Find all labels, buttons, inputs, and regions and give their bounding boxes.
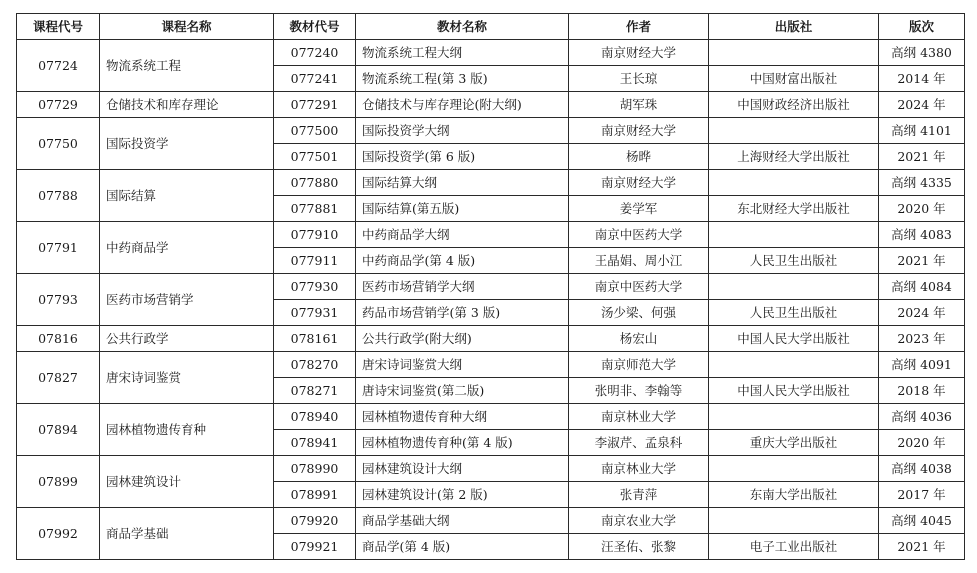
book-name-cell: 仓储技术与库存理论(附大纲) <box>356 92 569 118</box>
publisher-cell <box>709 170 879 196</box>
book-name-cell: 药品市场营销学(第 3 版) <box>356 300 569 326</box>
table-body <box>17 40 965 560</box>
author-cell: 南京财经大学 <box>569 40 709 66</box>
author-cell: 李淑芹、孟泉科 <box>569 430 709 456</box>
course-name-cell: 医药市场营销学 <box>100 274 274 326</box>
course-code-cell: 07724 <box>17 40 100 92</box>
table-row <box>17 508 965 534</box>
course-code-cell: 07729 <box>17 92 100 118</box>
table-row <box>17 352 965 378</box>
author-cell: 汤少梁、何强 <box>569 300 709 326</box>
course-code-cell: 07992 <box>17 508 100 560</box>
book-code-cell: 078271 <box>274 378 356 404</box>
textbook-table-container <box>16 13 964 560</box>
header-book-code: 教材代号 <box>274 14 356 40</box>
book-name-cell: 园林建筑设计大纲 <box>356 456 569 482</box>
book-code-cell: 078941 <box>274 430 356 456</box>
book-code-cell: 077930 <box>274 274 356 300</box>
course-name-cell: 园林植物遗传育种 <box>100 404 274 456</box>
publisher-cell <box>709 274 879 300</box>
table-row <box>17 456 965 482</box>
book-name-cell: 园林植物遗传育种大纲 <box>356 404 569 430</box>
publisher-cell: 人民卫生出版社 <box>709 248 879 274</box>
author-cell: 南京师范大学 <box>569 352 709 378</box>
publisher-cell <box>709 352 879 378</box>
author-cell: 胡军珠 <box>569 92 709 118</box>
publisher-cell: 中国财政经济出版社 <box>709 92 879 118</box>
author-cell: 南京林业大学 <box>569 404 709 430</box>
course-name-cell: 公共行政学 <box>100 326 274 352</box>
book-code-cell: 079920 <box>274 508 356 534</box>
author-cell: 杨宏山 <box>569 326 709 352</box>
edition-cell: 高纲 4084 <box>879 274 965 300</box>
book-code-cell: 078991 <box>274 482 356 508</box>
edition-cell: 高纲 4083 <box>879 222 965 248</box>
publisher-cell: 人民卫生出版社 <box>709 300 879 326</box>
publisher-cell <box>709 456 879 482</box>
table-row <box>17 40 965 66</box>
textbook-table <box>16 13 965 560</box>
publisher-cell: 东北财经大学出版社 <box>709 196 879 222</box>
header-book-name: 教材名称 <box>356 14 569 40</box>
book-name-cell: 国际投资学大纲 <box>356 118 569 144</box>
author-cell: 南京农业大学 <box>569 508 709 534</box>
table-row <box>17 222 965 248</box>
author-cell: 王晶娟、周小江 <box>569 248 709 274</box>
edition-cell: 高纲 4038 <box>879 456 965 482</box>
table-row <box>17 118 965 144</box>
edition-cell: 2018 年 <box>879 378 965 404</box>
edition-cell: 2021 年 <box>879 534 965 560</box>
table-header-row <box>17 14 965 40</box>
book-code-cell: 077241 <box>274 66 356 92</box>
course-code-cell: 07750 <box>17 118 100 170</box>
book-name-cell: 商品学基础大纲 <box>356 508 569 534</box>
header-author: 作者 <box>569 14 709 40</box>
author-cell: 南京财经大学 <box>569 118 709 144</box>
book-code-cell: 077881 <box>274 196 356 222</box>
course-code-cell: 07899 <box>17 456 100 508</box>
book-name-cell: 公共行政学(附大纲) <box>356 326 569 352</box>
book-code-cell: 077291 <box>274 92 356 118</box>
publisher-cell: 中国人民大学出版社 <box>709 378 879 404</box>
edition-cell: 高纲 4101 <box>879 118 965 144</box>
table-row <box>17 274 965 300</box>
course-name-cell: 国际结算 <box>100 170 274 222</box>
book-name-cell: 国际结算大纲 <box>356 170 569 196</box>
publisher-cell <box>709 404 879 430</box>
edition-cell: 高纲 4380 <box>879 40 965 66</box>
book-code-cell: 078161 <box>274 326 356 352</box>
author-cell: 汪圣佑、张黎 <box>569 534 709 560</box>
publisher-cell: 重庆大学出版社 <box>709 430 879 456</box>
course-name-cell: 仓储技术和库存理论 <box>100 92 274 118</box>
book-name-cell: 国际投资学(第 6 版) <box>356 144 569 170</box>
header-course-name: 课程名称 <box>100 14 274 40</box>
author-cell: 杨晔 <box>569 144 709 170</box>
book-code-cell: 077910 <box>274 222 356 248</box>
author-cell: 南京中医药大学 <box>569 274 709 300</box>
book-name-cell: 物流系统工程(第 3 版) <box>356 66 569 92</box>
header-edition: 版次 <box>879 14 965 40</box>
publisher-cell: 电子工业出版社 <box>709 534 879 560</box>
table-row <box>17 404 965 430</box>
book-code-cell: 077501 <box>274 144 356 170</box>
course-code-cell: 07816 <box>17 326 100 352</box>
publisher-cell: 东南大学出版社 <box>709 482 879 508</box>
header-publisher: 出版社 <box>709 14 879 40</box>
book-name-cell: 国际结算(第五版) <box>356 196 569 222</box>
author-cell: 姜学军 <box>569 196 709 222</box>
edition-cell: 2023 年 <box>879 326 965 352</box>
course-name-cell: 国际投资学 <box>100 118 274 170</box>
edition-cell: 2014 年 <box>879 66 965 92</box>
book-name-cell: 园林建筑设计(第 2 版) <box>356 482 569 508</box>
course-name-cell: 园林建筑设计 <box>100 456 274 508</box>
book-code-cell: 077931 <box>274 300 356 326</box>
publisher-cell: 中国人民大学出版社 <box>709 326 879 352</box>
edition-cell: 2020 年 <box>879 430 965 456</box>
table-row <box>17 326 965 352</box>
book-code-cell: 078990 <box>274 456 356 482</box>
course-name-cell: 物流系统工程 <box>100 40 274 92</box>
book-name-cell: 唐宋诗词鉴赏大纲 <box>356 352 569 378</box>
edition-cell: 2021 年 <box>879 144 965 170</box>
book-name-cell: 园林植物遗传育种(第 4 版) <box>356 430 569 456</box>
course-name-cell: 商品学基础 <box>100 508 274 560</box>
edition-cell: 2021 年 <box>879 248 965 274</box>
book-name-cell: 中药商品学(第 4 版) <box>356 248 569 274</box>
author-cell: 张青萍 <box>569 482 709 508</box>
course-code-cell: 07827 <box>17 352 100 404</box>
edition-cell: 2017 年 <box>879 482 965 508</box>
publisher-cell: 中国财富出版社 <box>709 66 879 92</box>
edition-cell: 高纲 4335 <box>879 170 965 196</box>
course-name-cell: 中药商品学 <box>100 222 274 274</box>
book-name-cell: 中药商品学大纲 <box>356 222 569 248</box>
author-cell: 王长琼 <box>569 66 709 92</box>
book-code-cell: 079921 <box>274 534 356 560</box>
publisher-cell <box>709 118 879 144</box>
book-name-cell: 物流系统工程大纲 <box>356 40 569 66</box>
table-row <box>17 170 965 196</box>
edition-cell: 2024 年 <box>879 300 965 326</box>
course-code-cell: 07894 <box>17 404 100 456</box>
book-code-cell: 077240 <box>274 40 356 66</box>
book-code-cell: 077911 <box>274 248 356 274</box>
edition-cell: 2020 年 <box>879 196 965 222</box>
author-cell: 张明非、李翰等 <box>569 378 709 404</box>
edition-cell: 高纲 4091 <box>879 352 965 378</box>
book-code-cell: 078270 <box>274 352 356 378</box>
edition-cell: 高纲 4036 <box>879 404 965 430</box>
book-name-cell: 唐诗宋词鉴赏(第二版) <box>356 378 569 404</box>
publisher-cell <box>709 222 879 248</box>
header-course-code: 课程代号 <box>17 14 100 40</box>
book-name-cell: 医药市场营销学大纲 <box>356 274 569 300</box>
publisher-cell <box>709 508 879 534</box>
author-cell: 南京林业大学 <box>569 456 709 482</box>
table-row <box>17 92 965 118</box>
book-code-cell: 077880 <box>274 170 356 196</box>
course-code-cell: 07791 <box>17 222 100 274</box>
edition-cell: 2024 年 <box>879 92 965 118</box>
author-cell: 南京中医药大学 <box>569 222 709 248</box>
book-code-cell: 077500 <box>274 118 356 144</box>
course-name-cell: 唐宋诗词鉴赏 <box>100 352 274 404</box>
course-code-cell: 07788 <box>17 170 100 222</box>
publisher-cell: 上海财经大学出版社 <box>709 144 879 170</box>
publisher-cell <box>709 40 879 66</box>
edition-cell: 高纲 4045 <box>879 508 965 534</box>
book-name-cell: 商品学(第 4 版) <box>356 534 569 560</box>
author-cell: 南京财经大学 <box>569 170 709 196</box>
course-code-cell: 07793 <box>17 274 100 326</box>
book-code-cell: 078940 <box>274 404 356 430</box>
